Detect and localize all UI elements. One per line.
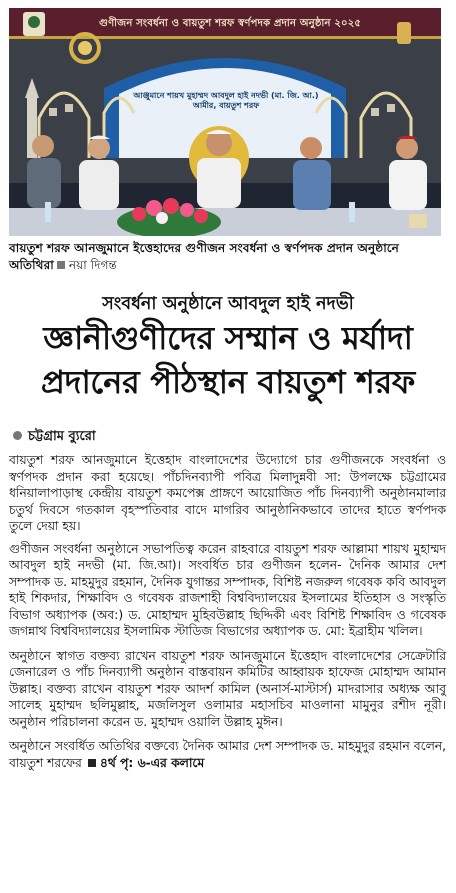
paragraph: গুণীজন সংবর্ধনা অনুষ্ঠানে সভাপতিত্ব করেন রাহবারে বায়তুশ শরফ আল্লামা শায়খ মুহাম্মদ আবদুল হাই নদভী (মা. জি.আ)। সংবর্ধিত চার গুণীজন হলেন- দৈনিক আমার দেশ সম্পাদক ড. মাহমুদুর রহমান, দৈনিক যুগান্তর সম্পাদক, বিশিষ্ট নজরুল গবেষক কবি আবদুল হাই শিকদার, শিক্ষাবিদ ও গবেষক রাজশাহী বিশ্ববিদ্যালয়ের ইসলামের ইতিহাস ও সংস্কৃতি বিভাগ অধ্যাপক (অব:) ড. মোহাম্মদ মুহিবউল্লাহ ছিদ্দিকী এবং বিশিষ্ট শিক্ষাবিদ ও গবেষক জগন্নাথ বিশ্ববিদ্যালয়ের ইসলামিক স্টাডিজ বিভাগের অধ্যাপক ড. মো: ইব্রাহীম খলিল। xyxy=(9,541,446,638)
continued-note xyxy=(82,756,204,770)
caption-credit: নয়া দিগন্ত xyxy=(68,258,117,272)
main-headline xyxy=(0,316,456,404)
byline-text: চট্টগ্রাম ব্যুরো xyxy=(28,429,96,444)
photo-stage-line: আমীর, বায়তুশ শরফ xyxy=(192,101,260,110)
bullet-icon xyxy=(13,431,22,440)
photo-banner-text: গুণীজন সংবর্ধনা ও বায়তুশ শরফ স্বর্ণপদক প্রদান অনুষ্ঠান ২০২৫ xyxy=(99,18,362,29)
paragraph-text: অনুষ্ঠানে সংবর্ধিত অতিথির বক্তব্যে দৈনিক আমার দেশ সম্পাদক ড. মাহমুদুর রহমান বলেন, বায়তুশ শরফের xyxy=(9,739,446,770)
news-photo xyxy=(9,8,441,236)
byline xyxy=(13,427,96,448)
square-icon xyxy=(88,759,96,767)
article-body xyxy=(9,452,446,779)
caption-square-icon xyxy=(57,261,65,269)
photo-stage-line: আঞ্জুমানে শায়খ মুহাম্মদ আবদুল হাই নদভী (মা. জি. আ.) xyxy=(133,91,319,100)
photo-scene xyxy=(9,8,441,236)
paragraph: অনুষ্ঠানে স্বাগত বক্তব্য রাখেন বায়তুশ শরফ আনজুমানে ইত্তেহাদ বাংলাদেশের সেক্রেটারি জেনারেল ও পাঁচ দিনব্যাপী অনুষ্ঠান বাস্তবায়ন কমিটির আহ্বায়ক হাফেজ মোহাম্মদ আমান উল্লাহ। বক্তব্য রাখেন বায়তুশ শরফ আদর্শ কামিল (অনার্স-মাস্টার্স) মাদরাসার অধ্যক্ষ আবু সালেহ মুহাম্মদ ছলিমুল্লাহ, মজলিসুল ওলামার মহাসচিব মাওলানা মামুনুর রশীদ নূরী। অনুষ্ঠান পরিচালনা করেন ড. মুহাম্মদ ওয়ালি উল্লাহ মুঈন। xyxy=(9,648,446,729)
kicker-headline: সংবর্ধনা অনুষ্ঠানে আবদুল হাই নদভী xyxy=(102,294,354,314)
photo-caption xyxy=(9,240,446,274)
continued-text: ৪র্থ পৃ: ৬-এর কলামে xyxy=(99,755,205,770)
paragraph-last xyxy=(9,738,446,771)
headline-line-2: প্রদানের পীঠস্থান বায়তুশ শরফ xyxy=(41,363,415,401)
paragraph: বায়তুশ শরফ আনজুমানে ইত্তেহাদ বাংলাদেশের উদ্যোগে চার গুণীজনকে সংবর্ধনা ও স্বর্ণপদক প্রদান করা হয়েছে। পাঁচদিনব্যাপী পবিত্র মিলাদুন্নবী সা: উপলক্ষে চট্টগ্রামের ধনিয়ালাপাড়াস্থ কেন্দ্রীয় বায়তুশ কমপেক্স প্রাঙ্গণে আয়োজিত পাঁচ দিনব্যাপী অনুষ্ঠানমালার চতুর্থ দিবসে গতকাল বৃহস্পতিবার বাদে মাগরিব আনুষ্ঠানিকভাবে তাদের হাতে স্বর্ণপদক তুলে দেয়া হয়। xyxy=(9,453,446,533)
caption-text: বায়তুশ শরফ আনজুমানে ইত্তেহাদের গুণীজন সংবর্ধনা ও স্বর্ণপদক প্রদান অনুষ্ঠানে অতিথিরা xyxy=(9,241,399,272)
headline-line-1: জ্ঞানীগুণীদের সম্মান ও মর্যাদা xyxy=(43,319,413,357)
photo-stage-text xyxy=(121,91,331,111)
